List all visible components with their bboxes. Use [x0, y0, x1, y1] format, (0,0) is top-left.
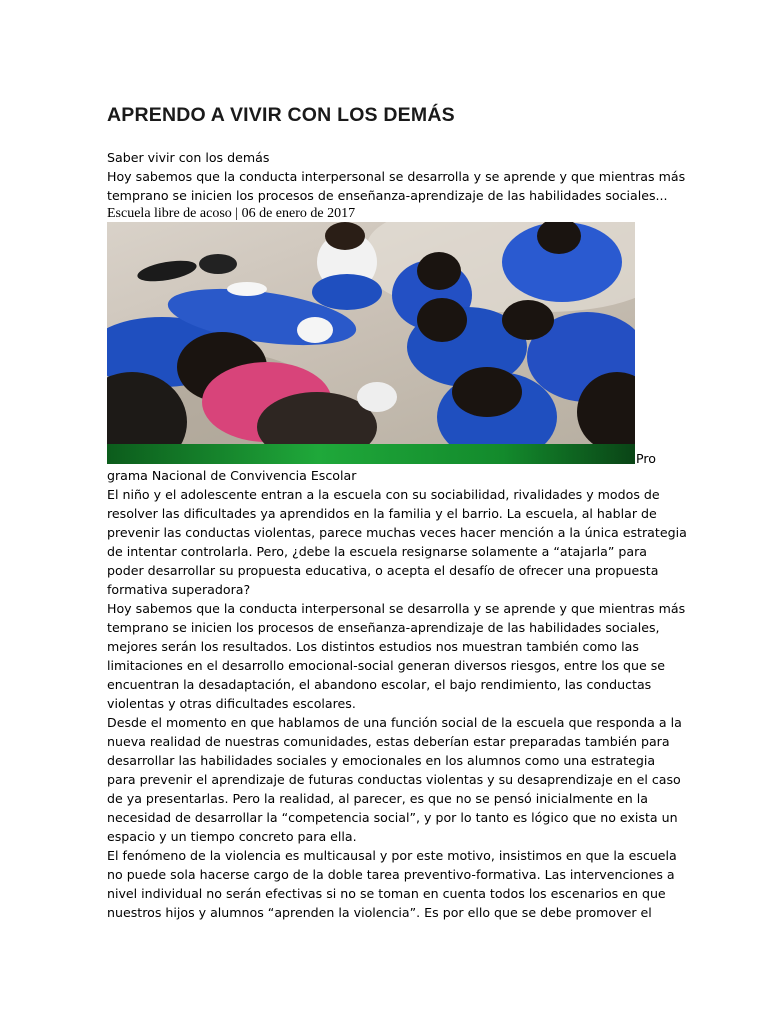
body-line: de intentar controlarla. Pero, ¿debe la escuela resignarse solamente a “atajarla” para: [107, 544, 648, 559]
body-line: no puede sola hacerse cargo de la doble tarea preventivo-formativa. Las intervenciones a: [107, 867, 675, 882]
body-line: resolver las dificultades ya aprendidos en la familia y el barrio. La escuela, al hablar de: [107, 506, 657, 521]
body-line: limitaciones en el desarrollo emocional-social generan diversos riesgos, entre los que se: [107, 658, 666, 673]
body-line: prevenir las conductas violentas, parece muchas veces hacer mención a la única estrategia: [107, 525, 687, 540]
body-line: temprano se inicien los procesos de enseñanza-aprendizaje de las habilidades sociales,: [107, 620, 660, 635]
body-line: de ya presentarlas. Pero la realidad, al parecer, es que no se pensó inicialmente en la: [107, 791, 648, 806]
body-line: poder desarrollar su propuesta educativa, o acepta el desafío de ofrecer una propuesta: [107, 563, 659, 578]
body-line: grama Nacional de Convivencia Escolar: [107, 468, 357, 483]
body-line: mejores serán los resultados. Los distintos estudios nos muestran también como las: [107, 639, 639, 654]
caption-start: Pro: [636, 451, 656, 466]
intro-line: temprano se inicien los procesos de enseñanza-aprendizaje de las habilidades sociales...: [107, 188, 668, 203]
green-band: [107, 444, 635, 464]
intro-block: [107, 148, 686, 205]
source-line: Escuela libre de acoso | 06 de enero de 2017: [107, 206, 356, 221]
body-line: para prevenir el aprendizaje de futuras conductas violentas y su desaprendizaje en el caso: [107, 772, 681, 787]
body-line: Hoy sabemos que la conducta interpersonal se desarrolla y se aprende y que mientras más: [107, 601, 686, 616]
children-photo: [107, 222, 635, 464]
body-line: necesidad de desarrollar la “competencia social”, y por lo tanto es lógico que no exista un: [107, 810, 678, 825]
article-body: [107, 466, 687, 922]
body-line: violentas y otras dificultades escolares.: [107, 696, 356, 711]
body-line: nivel individual no serán efectivas si no se toman en cuenta todos los escenarios en que: [107, 886, 666, 901]
body-line: Desde el momento en que hablamos de una función social de la escuela que responda a la: [107, 715, 682, 730]
body-line: El fenómeno de la violencia es multicausal y por este motivo, insistimos en que la escuela: [107, 848, 677, 863]
body-line: nueva realidad de nuestras comunidades, estas deberían estar preparadas también para: [107, 734, 670, 749]
intro-subtitle: Saber vivir con los demás: [107, 150, 270, 165]
body-line: encuentran la desadaptación, el abandono escolar, el bajo rendimiento, las conductas: [107, 677, 652, 692]
body-line: formativa superadora?: [107, 582, 251, 597]
intro-line: Hoy sabemos que la conducta interpersonal se desarrolla y se aprende y que mientras más: [107, 169, 686, 184]
body-line: desarrollar las habilidades sociales y emocionales en los alumnos como una estrategia: [107, 753, 656, 768]
body-line: espacio y un tiempo concreto para ella.: [107, 829, 357, 844]
body-line: El niño y el adolescente entran a la escuela con su sociabilidad, rivalidades y modos de: [107, 487, 660, 502]
body-line: nuestros hijos y alumnos “aprenden la violencia”. Es por ello que se debe promover el: [107, 905, 652, 920]
page-title: APRENDO A VIVIR CON LOS DEMÁS: [107, 104, 455, 126]
